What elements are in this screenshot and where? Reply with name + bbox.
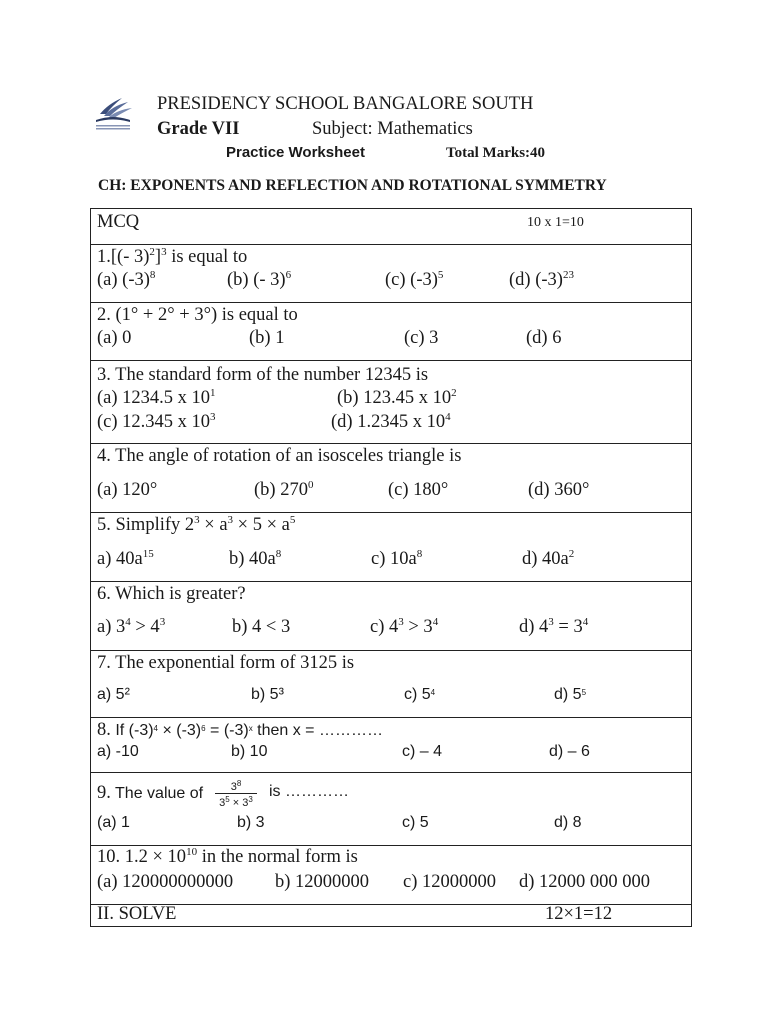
option-b: b) 4 < 3 [232, 617, 291, 637]
option-b: b) 3 [237, 814, 265, 831]
school-name: PRESIDENCY SCHOOL BANGALORE SOUTH [157, 94, 534, 114]
question-text: 3. The standard form of the number 12345 is [97, 365, 429, 385]
option-c: c) $10a^8$ [371, 548, 423, 569]
solve-marks: 12×1=12 [545, 904, 613, 924]
question-9 [91, 772, 691, 846]
subject-label: Subject: Mathematics [312, 119, 473, 139]
question-text: 1.[(- 3)$^2$]$^3$ is equal to [97, 246, 248, 267]
option-a: (a) 1 [97, 814, 130, 831]
option-a: (a) 0 [97, 328, 132, 348]
school-logo [92, 92, 134, 132]
option-c: (c) $(-3)^5$ [385, 269, 444, 290]
chapter-title: CH: EXPONENTS AND REFLECTION AND ROTATIONAL SYMMETRY [98, 177, 607, 194]
solve-title: II. SOLVE [97, 904, 177, 924]
mcq-title: MCQ [97, 212, 140, 232]
mcq-marks: 10 x 1=10 [527, 215, 584, 230]
question-suffix: is ………… [269, 783, 349, 800]
option-d: d) $40a^2$ [522, 548, 575, 569]
option-d: d) $4^3 = 3^4$ [519, 616, 589, 637]
option-b: (b) (- 3)$^6$ [227, 269, 292, 290]
option-d: (d) 360° [528, 480, 590, 500]
option-d: d) 12000 000 000 [519, 872, 651, 892]
question-text: 8. If $(-3)^4 \times (-3)^6 = (-3)^x$ then x = ………… [97, 720, 383, 740]
option-b: (b) 1 [249, 328, 285, 348]
option-b: b) $40a^8$ [229, 548, 282, 569]
question-1 [91, 244, 691, 303]
mcq-header-row [91, 209, 691, 245]
option-c: c) $5^4$ [404, 686, 436, 703]
option-c: (c) 3 [404, 328, 439, 348]
option-d: (d) $(-3)^{23}$ [509, 269, 574, 290]
question-7 [91, 650, 691, 718]
option-c: c) – 4 [402, 743, 443, 760]
question-3 [91, 360, 691, 444]
option-a: a) $3^4 > 4^3$ [97, 616, 166, 637]
option-d: (d) 6 [526, 328, 562, 348]
fraction [215, 778, 257, 809]
question-text: 7. The exponential form of 3125 is [97, 653, 355, 673]
option-d: d) – 6 [549, 743, 590, 760]
question-5 [91, 512, 691, 582]
option-b: (b) 123.45 x $10^2$ [337, 387, 457, 408]
question-text: 4. The angle of rotation of an isosceles triangle is [97, 446, 462, 466]
question-10 [91, 845, 691, 905]
option-d: d) $5^5$ [554, 686, 587, 703]
option-d: (d) 1.2345 x $10^4$ [331, 411, 451, 432]
option-a: a) $40a^{15}$ [97, 548, 154, 569]
option-b: b) 12000000 [275, 872, 370, 892]
solve-header-row [91, 904, 691, 926]
option-c: c) $4^3 > 3^4$ [370, 616, 439, 637]
grade-label: Grade VII [157, 119, 240, 139]
option-c: (c) 12.345 x $10^3$ [97, 411, 216, 432]
option-a: (a) 120000000000 [97, 872, 234, 892]
option-a: a) -10 [97, 743, 139, 760]
fraction-numerator: $3^8$ [215, 778, 257, 794]
question-table [90, 208, 692, 927]
option-c: (c) 180° [388, 480, 449, 500]
question-text: 9. The value of [97, 783, 204, 803]
total-marks: Total Marks:40 [446, 145, 546, 161]
option-a: (a) 120° [97, 480, 158, 500]
option-b: b) 10 [231, 743, 268, 760]
option-c: c) 5 [402, 814, 429, 831]
question-text: 6. Which is greater? [97, 584, 246, 604]
worksheet-title: Practice Worksheet [226, 144, 365, 161]
question-text: 2. (1° + 2° + 3°) is equal to [97, 305, 298, 325]
option-a: a) 5² [97, 686, 130, 703]
fraction-denominator: $3^5 \times 3^3$ [219, 795, 253, 809]
question-8 [91, 717, 691, 773]
option-b: (b) $270^0$ [254, 479, 314, 500]
option-d: d) 8 [554, 814, 582, 831]
option-c: c) 12000000 [403, 872, 496, 892]
option-a: (a) $(-3)^8$ [97, 269, 156, 290]
question-text: 5. Simplify $2^3 \times a^3 \times 5 \times a^5$ [97, 514, 296, 535]
option-a: (a) 1234.5 x $10^1$ [97, 387, 216, 408]
option-b: b) 5³ [251, 686, 284, 703]
question-text: 10. $1.2 \times 10^{10}$ in the normal form is [97, 846, 358, 867]
question-6 [91, 581, 691, 651]
question-2 [91, 302, 691, 361]
question-4 [91, 443, 691, 513]
